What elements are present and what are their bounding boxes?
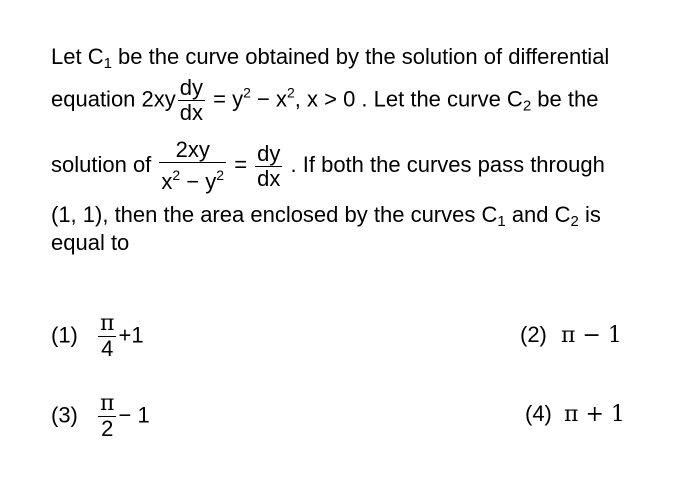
numerator: π xyxy=(100,311,115,336)
text: is xyxy=(578,202,601,227)
text: equation 2xy xyxy=(51,86,176,112)
denominator: dx xyxy=(179,100,204,125)
fraction-2xy xyxy=(159,138,226,194)
fraction-dy-dx xyxy=(255,142,282,191)
option-label: (3) xyxy=(51,402,78,428)
subscript: 2 xyxy=(570,213,579,230)
text: − x xyxy=(250,86,287,112)
text: and C xyxy=(505,202,571,227)
option-text: π − 1 xyxy=(561,323,622,348)
superscript: 2 xyxy=(216,167,225,183)
question-line-3 xyxy=(51,138,605,194)
option-text: π + 1 xyxy=(564,402,625,427)
fraction-pi-4 xyxy=(98,312,116,361)
superscript: 2 xyxy=(243,84,251,101)
option-tail: − 1 xyxy=(118,402,150,428)
superscript: 2 xyxy=(172,167,181,183)
option-label: (4) xyxy=(525,401,552,426)
numerator: π xyxy=(100,391,115,416)
option-4[interactable] xyxy=(525,401,625,427)
text: Let C xyxy=(51,44,104,69)
text: solution of xyxy=(51,151,158,177)
option-2[interactable] xyxy=(520,322,622,348)
text: = xyxy=(228,151,254,177)
text: − y xyxy=(180,169,217,194)
text: . If both the curves pass through xyxy=(284,151,605,177)
denominator: dx xyxy=(257,165,281,191)
option-3[interactable] xyxy=(51,392,150,441)
subscript: 1 xyxy=(497,213,506,230)
text: be the curve obtained by the solution of differential xyxy=(111,44,610,69)
numerator: dy xyxy=(257,140,281,166)
numerator: 2xy xyxy=(175,137,210,162)
text: (1, 1), then the area enclosed by the curves C xyxy=(51,202,498,227)
text: , x > 0 . Let the curve C xyxy=(294,86,523,112)
option-label: (2) xyxy=(520,322,547,347)
subscript: 1 xyxy=(103,55,112,72)
option-label: (1) xyxy=(51,322,78,348)
question-line-2 xyxy=(51,76,598,125)
text: = y xyxy=(207,86,244,112)
subscript: 2 xyxy=(522,97,532,115)
denominator: 4 xyxy=(98,336,116,361)
text: be the xyxy=(531,86,599,112)
option-tail: +1 xyxy=(118,322,144,348)
superscript: 2 xyxy=(286,84,295,101)
text: equal to xyxy=(51,230,130,255)
denominator: 2 xyxy=(98,416,116,441)
fraction-pi-2 xyxy=(98,392,116,441)
text: x xyxy=(161,169,173,194)
option-1[interactable] xyxy=(51,312,144,361)
question-line-1 xyxy=(51,44,609,72)
question-line-4 xyxy=(51,202,601,230)
denominator xyxy=(159,162,226,194)
question-line-5 xyxy=(51,230,129,256)
fraction-dy-dx xyxy=(178,76,205,125)
numerator: dy xyxy=(179,75,204,100)
